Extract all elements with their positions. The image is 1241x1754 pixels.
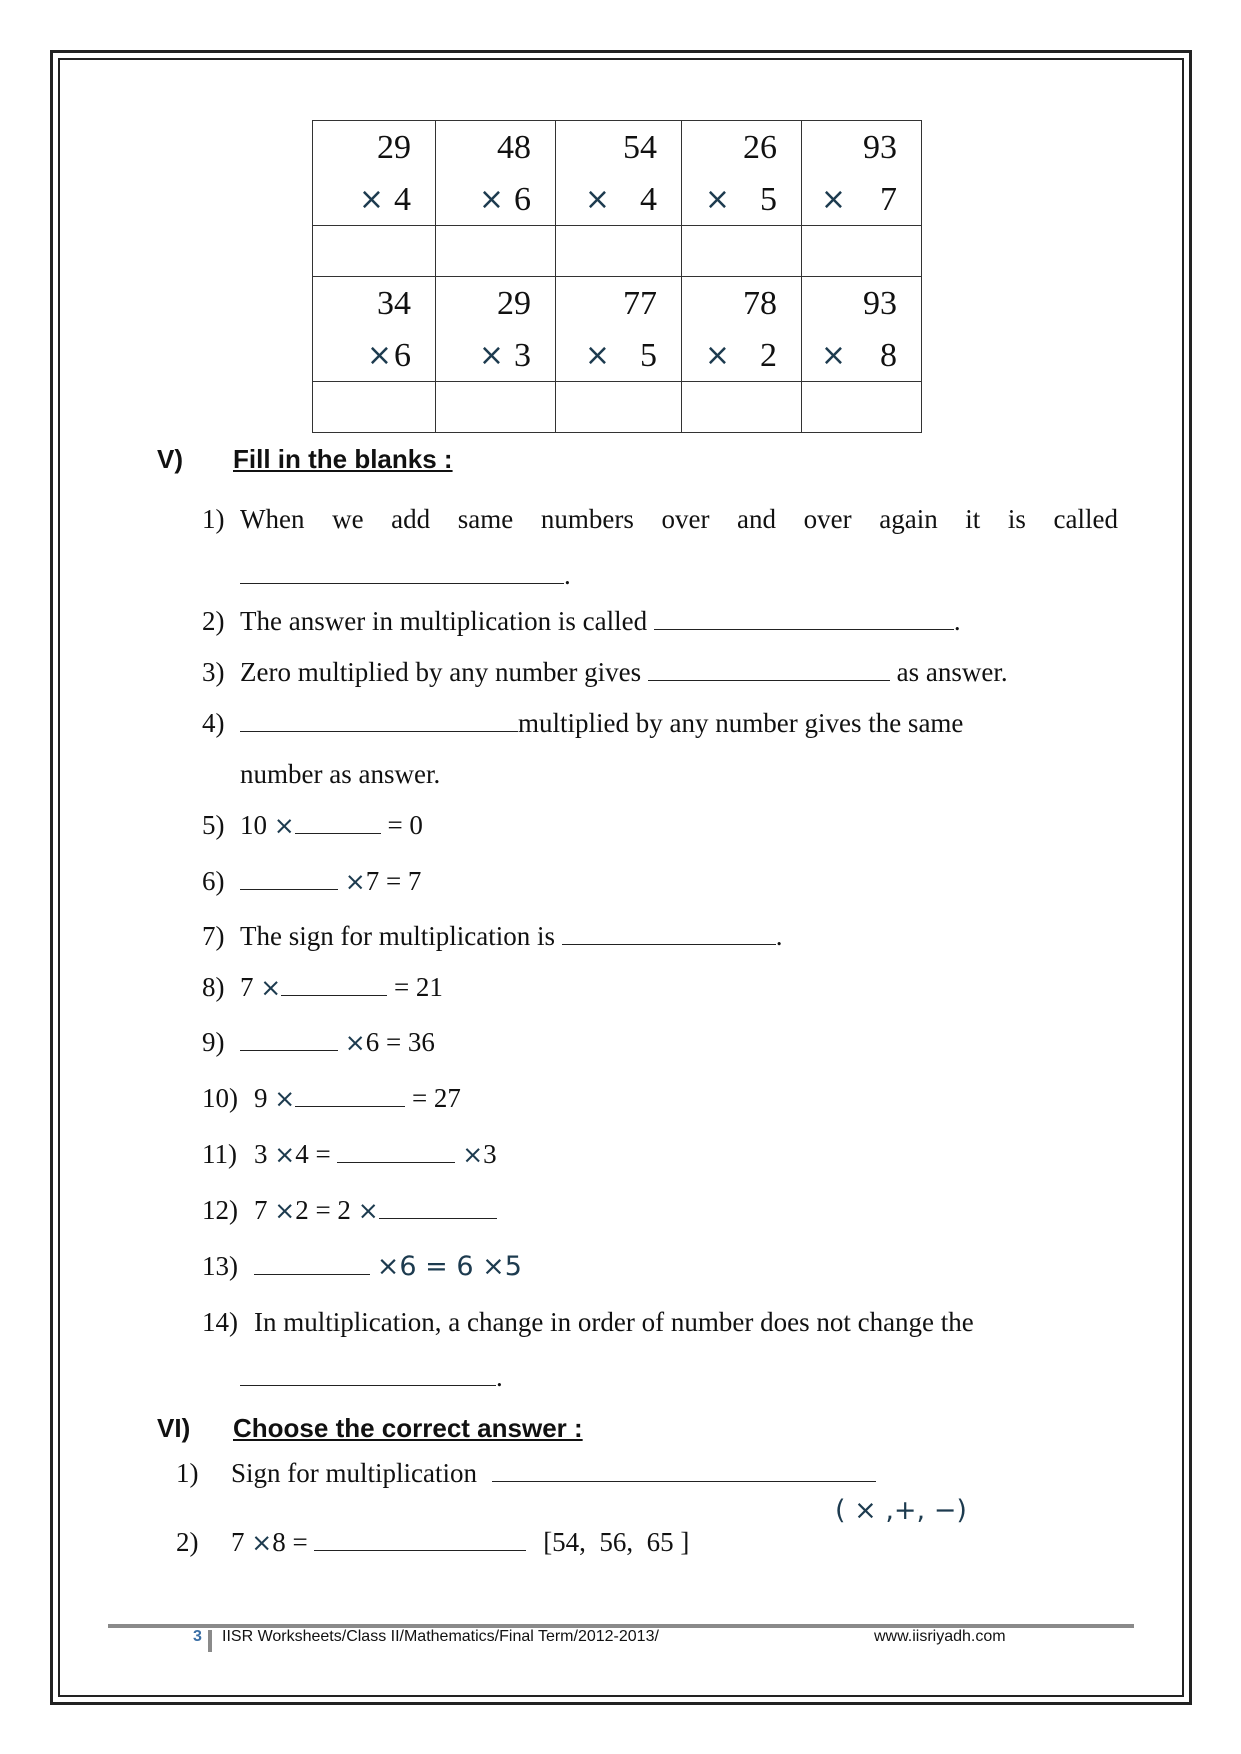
question-12 (202, 1195, 497, 1226)
question-text: The answer in multiplication is called (240, 606, 648, 636)
answer-blank[interactable] (240, 709, 518, 732)
problem-cell (436, 277, 556, 382)
problem-cell (313, 121, 436, 226)
footer-divider (208, 1630, 212, 1652)
answer-cell[interactable] (802, 226, 922, 277)
equation-end: ×6 = 6 ×5 (376, 1251, 522, 1282)
question-14-answer (240, 1362, 503, 1393)
multiplier: 6 (394, 337, 411, 374)
multiplier: 4 (394, 181, 411, 218)
multiply-icon: × (820, 338, 846, 373)
equation-end: 7 = 7 (365, 866, 422, 896)
answer-cell[interactable] (436, 226, 556, 277)
choice-question-2 (176, 1527, 689, 1558)
multiply-icon: × (478, 182, 504, 217)
answer-blank[interactable] (295, 1084, 405, 1107)
problem-cell (802, 277, 922, 382)
multiplicand: 93 (863, 285, 897, 322)
operand: 2 = 2 (295, 1195, 351, 1225)
question-number: 5) (202, 810, 225, 840)
multiplicand: 34 (377, 285, 411, 322)
multiply-icon: × (273, 811, 295, 840)
question-text: In multiplication, a change in order of number does not change the (254, 1307, 974, 1337)
punctuation: . (775, 921, 783, 951)
multiplicand: 93 (863, 129, 897, 166)
punctuation: . (953, 606, 961, 636)
page-number: 3 (193, 1628, 202, 1645)
problem-cell (682, 121, 802, 226)
question-number: 10) (202, 1083, 238, 1113)
question-number: 6) (202, 866, 225, 896)
operand: 7 (254, 1195, 268, 1225)
operand: 9 (254, 1083, 268, 1113)
section-number: V) (157, 444, 183, 474)
question-number: 1) (176, 1458, 199, 1488)
section-title: Fill in the blanks : (233, 444, 453, 474)
answer-blank[interactable] (240, 561, 564, 584)
answer-blank[interactable] (240, 1028, 338, 1051)
answer-cell[interactable] (313, 226, 436, 277)
section-title: Choose the correct answer : (233, 1413, 583, 1443)
question-text: multiplied by any number gives the same (518, 708, 964, 738)
answer-cell[interactable] (436, 382, 556, 433)
multiplicand: 26 (743, 129, 777, 166)
equation-end: = 0 (387, 810, 423, 840)
answer-blank[interactable] (281, 973, 387, 996)
multiplier: 5 (640, 337, 657, 374)
multiply-icon: × (584, 338, 610, 373)
question-text: When we add same numbers over and over again it is called (240, 504, 1118, 534)
question-text-end: as answer. (896, 657, 1008, 687)
question-6 (202, 866, 421, 897)
section-number: VI) (157, 1413, 191, 1443)
question-9 (202, 1027, 435, 1058)
question-11 (202, 1139, 497, 1170)
answer-blank[interactable] (254, 1252, 370, 1275)
multiply-icon: × (274, 1196, 296, 1225)
multiplier: 4 (640, 181, 657, 218)
punctuation: . (564, 560, 571, 590)
question-10 (202, 1083, 461, 1114)
problem-cell (436, 121, 556, 226)
multiplier: 7 (880, 181, 897, 218)
answer-row (313, 226, 922, 277)
answer-cell[interactable] (802, 382, 922, 433)
multiplier: 5 (760, 181, 777, 218)
question-number: 8) (202, 972, 225, 1002)
question-text: The sign for multiplication is (240, 921, 555, 951)
multiplicand: 54 (623, 129, 657, 166)
question-number: 3) (202, 657, 225, 687)
section-heading (157, 444, 453, 475)
multiplicand: 77 (623, 285, 657, 322)
question-14 (202, 1307, 974, 1338)
question-number: 14) (202, 1307, 238, 1337)
question-text: Zero multiplied by any number gives (240, 657, 642, 687)
multiply-icon: × (478, 338, 504, 373)
equation-end: 6 = 36 (365, 1027, 435, 1057)
answer-blank[interactable] (295, 811, 381, 834)
question-number: 2) (176, 1527, 199, 1557)
multiplier: 6 (514, 181, 531, 218)
table-row (313, 277, 922, 382)
answer-row (313, 382, 922, 433)
problem-cell (556, 121, 682, 226)
question-3 (202, 657, 1008, 688)
question-4-continued (240, 759, 440, 790)
operand: 7 (231, 1527, 245, 1557)
answer-blank[interactable] (240, 867, 338, 890)
operand: 8 = (272, 1527, 308, 1557)
multiply-icon: × (251, 1528, 273, 1557)
answer-options: [54, 56, 65 ] (543, 1527, 690, 1557)
multiplicand: 29 (497, 285, 531, 322)
problem-cell (313, 277, 436, 382)
question-text: number as answer. (240, 759, 441, 789)
operand: 3 (254, 1139, 268, 1169)
question-number: 7) (202, 921, 225, 951)
answer-blank[interactable] (654, 607, 954, 630)
question-7 (202, 921, 782, 952)
multiply-icon: × (462, 1140, 484, 1169)
question-13 (202, 1251, 522, 1282)
table-row (313, 121, 922, 226)
question-text: Sign for multiplication (231, 1458, 477, 1488)
multiplier: 2 (760, 337, 777, 374)
footer-text: IISR Worksheets/Class II/Mathematics/Final Term/2012-2013/ (222, 1628, 659, 1645)
answer-cell[interactable] (313, 382, 436, 433)
punctuation: . (496, 1362, 503, 1392)
problem-cell (802, 121, 922, 226)
answer-blank[interactable] (562, 922, 776, 945)
multiplicand: 29 (377, 129, 411, 166)
answer-blank[interactable] (337, 1140, 455, 1163)
answer-cell[interactable] (682, 226, 802, 277)
choice-question-1 (176, 1458, 876, 1489)
question-number: 12) (202, 1195, 238, 1225)
answer-blank[interactable] (648, 658, 890, 681)
multiplier: 8 (880, 337, 897, 374)
multiplier: 3 (514, 337, 531, 374)
question-number: 4) (202, 708, 225, 738)
multiply-icon: × (274, 1140, 296, 1169)
equation-end: 3 (483, 1139, 497, 1169)
multiplication-table (312, 120, 922, 433)
operand: 4 = (295, 1139, 331, 1169)
equation-end: = 27 (411, 1083, 461, 1113)
multiply-icon: × (704, 338, 730, 373)
multiply-icon: × (344, 1028, 366, 1057)
multiply-icon: × (820, 182, 846, 217)
section-heading (157, 1413, 583, 1444)
operand: 7 (240, 972, 254, 1002)
multiply-icon: × (274, 1084, 296, 1113)
problem-cell (556, 277, 682, 382)
multiply-icon: × (344, 867, 366, 896)
footer-url[interactable]: www.iisriyadh.com (874, 1628, 1006, 1645)
multiplicand: 78 (743, 285, 777, 322)
answer-blank[interactable] (379, 1196, 497, 1219)
answer-options: ( × ,+, −) (835, 1495, 967, 1526)
multiply-icon: × (358, 182, 384, 217)
answer-cell[interactable] (556, 226, 682, 277)
question-4 (202, 708, 963, 739)
multiplicand: 48 (497, 129, 531, 166)
question-number: 1) (202, 504, 225, 534)
question-number: 13) (202, 1251, 238, 1281)
answer-blank[interactable] (240, 1363, 496, 1386)
question-2 (202, 606, 961, 637)
problem-cell (682, 277, 802, 382)
multiply-icon: × (357, 1196, 379, 1225)
multiply-icon: × (704, 182, 730, 217)
multiply-icon: × (584, 182, 610, 217)
answer-cell[interactable] (682, 382, 802, 433)
multiply-icon: × (366, 338, 392, 373)
equation-end: = 21 (393, 972, 443, 1002)
question-5 (202, 810, 423, 841)
question-number: 2) (202, 606, 225, 636)
question-8 (202, 972, 443, 1003)
question-1-answer (240, 560, 571, 591)
question-number: 11) (202, 1139, 237, 1169)
answer-cell[interactable] (556, 382, 682, 433)
answer-blank[interactable] (314, 1528, 526, 1551)
question-number: 9) (202, 1027, 225, 1057)
multiply-icon: × (260, 973, 282, 1002)
answer-blank[interactable] (492, 1459, 876, 1482)
question-1 (202, 504, 1118, 535)
operand: 10 (240, 810, 267, 840)
